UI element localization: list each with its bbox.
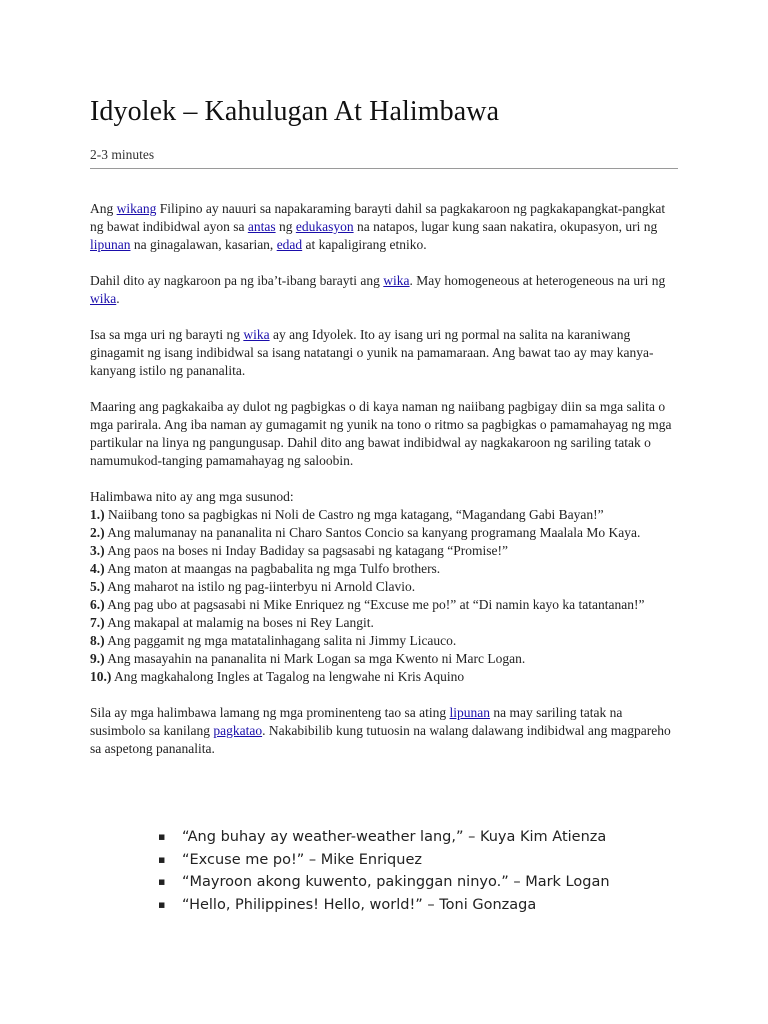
list-item	[90, 650, 680, 668]
page-title: Idyolek – Kahulugan At Halimbawa	[90, 96, 500, 127]
example-number: 8.)	[90, 633, 105, 648]
list-item	[90, 560, 680, 578]
quote-text: “Mayroon akong kuwento, pakinggan ninyo.” – Mark Logan	[182, 874, 610, 890]
link-edukasyon[interactable]: edukasyon	[295, 219, 354, 234]
text: . Nakabibilib kung tutuosin na walang dalawang indibidwal ang magpareho sa aspetong pananalita.	[90, 723, 671, 756]
example-number: 7.)	[90, 615, 105, 630]
text: Sila ay mga halimbawa lamang ng mga prominenteng tao sa ating	[90, 705, 450, 720]
text: . May homogeneous at heterogeneous na uri ng	[409, 273, 666, 288]
example-number: 3.)	[90, 543, 105, 558]
link-wika[interactable]: wika	[90, 291, 117, 306]
text: Isa sa mga uri ng barayti ng	[90, 327, 244, 342]
quote-item	[156, 826, 610, 849]
example-text: Ang paggamit ng mga matatalinhagang salita ni Jimmy Licauco.	[104, 633, 457, 648]
text: na ginagalawan, kasarian,	[130, 237, 277, 252]
examples-intro: Halimbawa nito ay ang mga susunod:	[90, 489, 294, 504]
example-text: Ang maton at maangas na pagbabalita ng mga Tulfo brothers.	[104, 561, 441, 576]
article	[90, 92, 680, 758]
text: Filipino ay nauuri sa napakaraming barayti dahil sa pagkakaroon ng pagkakapangkat-pangkat ng bawat indibidwal ayon sa	[90, 201, 666, 234]
link-lipunan[interactable]: lipunan	[449, 705, 491, 720]
example-text: Ang pag ubo at pagsasabi ni Mike Enriquez ng “Excuse me po!” at “Di namin kayo ka tatantanan!”	[104, 597, 645, 612]
text: Ang	[90, 201, 117, 216]
list-item	[90, 506, 680, 524]
quote-item	[156, 894, 610, 917]
example-number: 6.)	[90, 597, 105, 612]
link-wika[interactable]: wika	[383, 273, 410, 288]
link-pagkatao[interactable]: pagkatao	[213, 723, 263, 738]
bullet-icon: ▪	[158, 897, 166, 911]
example-text: Ang magkahalong Ingles at Tagalog na lengwahe ni Kris Aquino	[111, 669, 465, 684]
paragraph-pagkakaiba: Maaring ang pagkakaiba ay dulot ng pagbigkas o di kaya naman ng naiibang pagbigay diin sa mga salita o mga parirala. Ang iba naman ay gumagamit ng yunik na tono o ritmo sa pagbigkas o pamamahayag ng mga partikular na linya ng pangungusap. Dahil dito ang bawat indibidwal ay nagkakaroon ng sariling tatak o namumukod-tanging pamamahayag ng saloobin.	[90, 399, 672, 468]
quote-text: “Ang buhay ay weather-weather lang,” – Kuya Kim Atienza	[182, 829, 607, 845]
quotes-list	[156, 826, 610, 916]
list-item	[90, 578, 680, 596]
text: at kapaligirang etniko.	[302, 237, 427, 252]
divider	[90, 168, 678, 169]
list-item	[90, 596, 680, 614]
link-wika[interactable]: wika	[243, 327, 270, 342]
example-number: 10.)	[90, 669, 112, 684]
example-number: 9.)	[90, 651, 105, 666]
text: ay ang Idyolek. Ito ay isang uri ng pormal na salita na karaniwang ginagamit ng isang indibidwal sa isang natatangi o yunik na pamamaraan. Ang bawat tao ay may kanya-kanyang istilo ng pananalita.	[90, 327, 654, 378]
text: na may sariling tatak na susimbolo sa kanilang	[90, 705, 623, 738]
link-lipunan[interactable]: lipunan	[90, 237, 131, 252]
text: .	[116, 291, 120, 306]
list-item	[90, 668, 680, 686]
example-text: Ang makapal at malamig na boses ni Rey Langit.	[104, 615, 374, 630]
example-text: Naiibang tono sa pagbigkas ni Noli de Castro ng mga katagang, “Magandang Gabi Bayan!”	[104, 507, 604, 522]
example-text: Ang paos na boses ni Inday Badiday sa pagsasabi ng katagang “Promise!”	[104, 543, 509, 558]
quote-text: “Hello, Philippines! Hello, world!” – Toni Gonzaga	[182, 896, 537, 913]
paragraph-barayti	[90, 272, 680, 308]
read-time: 2-3 minutes	[90, 147, 155, 162]
bullet-icon: ▪	[158, 875, 166, 888]
quote-item	[156, 871, 610, 894]
bullet-icon: ▪	[158, 830, 166, 843]
link-wikang[interactable]: wikang	[116, 201, 157, 216]
quote-item	[156, 849, 610, 872]
example-number: 2.)	[90, 525, 105, 540]
example-text: Ang malumanay na pananalita ni Charo Santos Concio sa kanyang programang Maalala Mo Kaya.	[104, 525, 641, 540]
list-item	[90, 542, 680, 560]
text: na natapos, lugar kung saan nakatira, okupasyon, uri ng	[353, 219, 658, 234]
quote-text: “Excuse me po!” – Mike Enriquez	[182, 851, 422, 868]
bullet-icon: ▪	[158, 852, 166, 866]
example-number: 1.)	[90, 507, 105, 522]
list-item	[90, 632, 680, 650]
examples-list	[90, 506, 680, 686]
example-text: Ang masayahin na pananalita ni Mark Logan sa mga Kwento ni Marc Logan.	[104, 651, 526, 666]
example-text: Ang maharot na istilo ng pag-iinterbyu ni Arnold Clavio.	[104, 579, 416, 594]
text: ng	[275, 219, 296, 234]
example-number: 4.)	[90, 561, 105, 576]
paragraph-intro	[90, 200, 680, 254]
list-item	[90, 524, 680, 542]
list-item	[90, 614, 680, 632]
link-antas[interactable]: antas	[247, 219, 276, 234]
text: Dahil dito ay nagkaroon pa ng iba’t-ibang barayti ang	[90, 273, 384, 288]
example-number: 5.)	[90, 579, 105, 594]
link-edad[interactable]: edad	[276, 237, 303, 252]
paragraph-idyolek	[90, 326, 680, 380]
paragraph-conclusion	[90, 704, 680, 758]
